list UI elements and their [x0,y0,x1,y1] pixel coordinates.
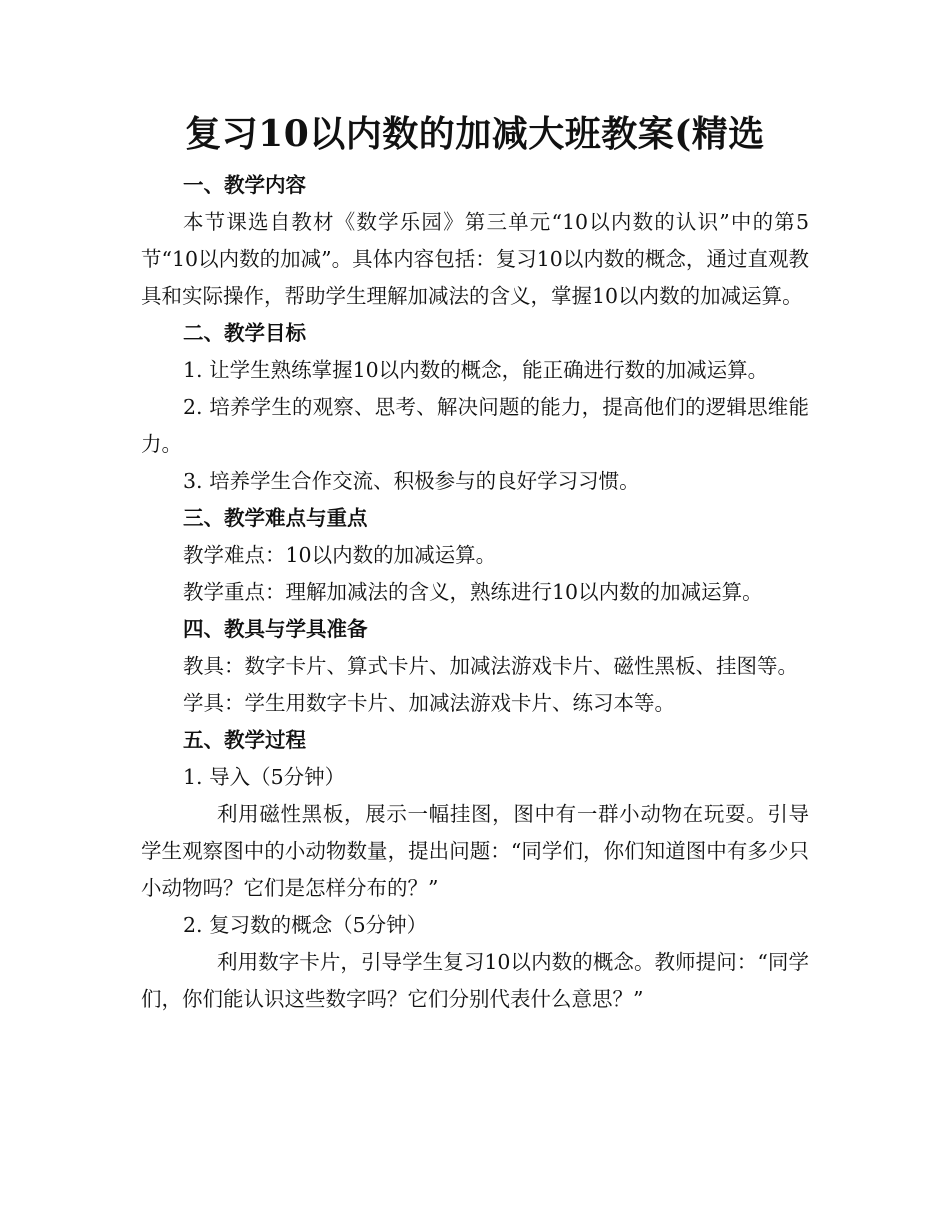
section-heading: 五、教学过程 [183,728,306,752]
list-item: 1. 导入（5分钟） [183,765,346,789]
paragraph: 教学重点：理解加减法的含义，熟练进行10以内数的加减运算。 [183,580,763,604]
paragraph: 教具：数字卡片、算式卡片、加减法游戏卡片、磁性黑板、挂图等。 [183,654,798,678]
document-body [141,167,809,1018]
paragraph: 教学难点：10以内数的加减运算。 [183,543,497,567]
document-title: 复习10以内数的加减大班教案(精选 [185,113,765,155]
section-heading: 二、教学目标 [183,321,306,345]
paragraph: 利用数字卡片，引导学生复习10以内数的概念。教师提问：“同学们，你们能认识这些数字吗？它们分别代表什么意思？” [141,950,809,1011]
section-heading: 四、教具与学具准备 [183,617,368,641]
section-heading: 一、教学内容 [183,173,306,197]
list-item: 2. 复习数的概念（5分钟） [183,913,428,937]
paragraph: 利用磁性黑板，展示一幅挂图，图中有一群小动物在玩耍。引导学生观察图中的小动物数量，提出问题：“同学们，你们知道图中有多少只小动物吗？它们是怎样分布的？” [141,802,809,900]
list-item: 3. 培养学生合作交流、积极参与的良好学习习惯。 [183,469,640,493]
list-item: 2. 培养学生的观察、思考、解决问题的能力，提高他们的逻辑思维能力。 [141,395,809,456]
paragraph: 学具：学生用数字卡片、加减法游戏卡片、练习本等。 [183,691,675,715]
section-heading: 三、教学难点与重点 [183,506,368,530]
list-item: 1. 让学生熟练掌握10以内数的概念，能正确进行数的加减运算。 [183,358,769,382]
paragraph: 本节课选自教材《数学乐园》第三单元“10以内数的认识”中的第5节“10以内数的加减”。具体内容包括：复习10以内数的概念，通过直观教具和实际操作，帮助学生理解加减法的含义，掌握10以内数的加减运算。 [141,210,809,308]
